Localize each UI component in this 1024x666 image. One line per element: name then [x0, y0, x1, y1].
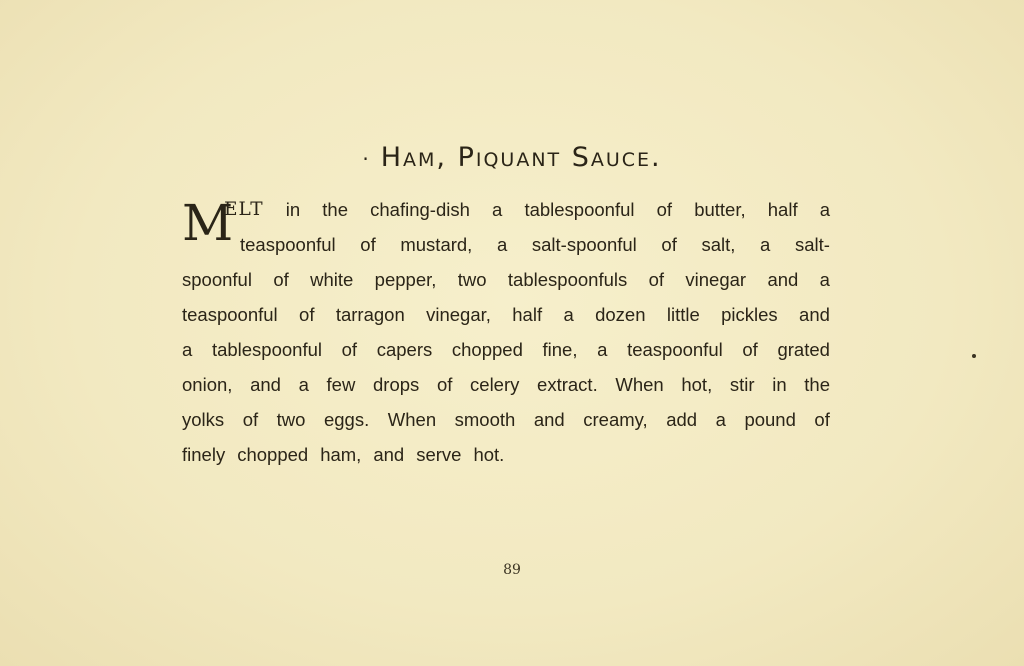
word: a — [819, 269, 830, 290]
word: two — [276, 409, 306, 430]
word: ham, — [320, 444, 362, 465]
word: of — [341, 339, 358, 360]
word: of — [242, 409, 259, 430]
word: and — [533, 409, 565, 430]
word: of — [814, 409, 830, 430]
word: chopped — [451, 339, 523, 360]
word: a — [715, 409, 726, 430]
word: capers — [376, 339, 433, 360]
word: chopped — [237, 444, 309, 465]
word: and — [767, 269, 799, 290]
word: few — [326, 374, 356, 395]
word: ELT — [224, 199, 264, 220]
word: the — [322, 199, 348, 220]
word: and — [373, 444, 405, 465]
drop-cap: M — [182, 194, 234, 252]
text-line — [182, 437, 830, 472]
word: of — [436, 374, 453, 395]
word: and — [250, 374, 281, 395]
word: teaspoonful — [627, 339, 723, 360]
text-line — [182, 367, 830, 402]
word: pickles — [721, 304, 778, 325]
word: creamy, — [583, 409, 648, 430]
word: a — [563, 304, 574, 325]
word: half — [767, 199, 798, 220]
word: a — [819, 199, 830, 220]
word: a — [760, 234, 771, 255]
word: white — [310, 269, 354, 290]
word: pepper, — [374, 269, 437, 290]
word: add — [666, 409, 698, 430]
word: a — [298, 374, 309, 395]
text-line — [182, 297, 830, 332]
word: celery — [470, 374, 520, 395]
word: salt-spoonful — [531, 234, 637, 255]
word: teaspoonful — [240, 234, 336, 255]
word: in — [772, 374, 787, 395]
word: a — [597, 339, 608, 360]
recipe-body — [182, 192, 830, 472]
word: in — [285, 199, 301, 220]
word: grated — [777, 339, 830, 360]
page-number: 89 — [503, 562, 521, 578]
word: a — [492, 199, 503, 220]
word: hot. — [473, 444, 505, 465]
text-line — [182, 227, 830, 262]
word: tarragon — [335, 304, 405, 325]
word: hot, — [681, 374, 713, 395]
word: When — [387, 409, 437, 430]
word: a — [496, 234, 508, 255]
word: finely — [182, 444, 226, 465]
word: of — [273, 269, 289, 290]
word: extract. — [537, 374, 598, 395]
word: of — [299, 304, 315, 325]
word: of — [742, 339, 758, 360]
word: the — [804, 374, 830, 395]
word: yolks — [182, 409, 225, 430]
word: eggs. — [323, 409, 370, 430]
word: salt- — [794, 234, 830, 255]
word: spoonful — [182, 269, 252, 290]
word: drops — [373, 374, 420, 395]
word: teaspoonful — [182, 304, 278, 325]
word: stir — [729, 374, 755, 395]
word: tablespoonful — [524, 199, 635, 220]
word: half — [512, 304, 543, 325]
word: little — [666, 304, 700, 325]
word: and — [799, 304, 830, 325]
title-bullet: · — [362, 146, 371, 171]
word: onion, — [182, 374, 233, 395]
word: smooth — [454, 409, 516, 430]
word: of — [656, 199, 673, 220]
word: two — [457, 269, 487, 290]
word: dozen — [595, 304, 646, 325]
text-line — [182, 332, 830, 367]
word: of — [360, 234, 376, 255]
word: serve — [416, 444, 462, 465]
text-line — [182, 192, 830, 227]
word: fine, — [542, 339, 578, 360]
word: tablespoonfuls — [507, 269, 628, 290]
recipe-title — [0, 142, 1024, 173]
word: vinegar, — [426, 304, 491, 325]
word: When — [615, 374, 664, 395]
word: of — [661, 234, 677, 255]
text-line — [182, 262, 830, 297]
word: mustard, — [400, 234, 473, 255]
word: tablespoonful — [211, 339, 322, 360]
text-line — [182, 402, 830, 437]
word: pound — [744, 409, 796, 430]
word: vinegar — [685, 269, 747, 290]
word: a — [182, 339, 193, 360]
recipe-title-text: Ham, Piquant Sauce. — [380, 142, 662, 173]
paper-speck — [972, 354, 976, 358]
word: butter, — [694, 199, 746, 220]
word: salt, — [701, 234, 736, 255]
word: of — [648, 269, 665, 290]
word: chafing-dish — [370, 199, 470, 220]
